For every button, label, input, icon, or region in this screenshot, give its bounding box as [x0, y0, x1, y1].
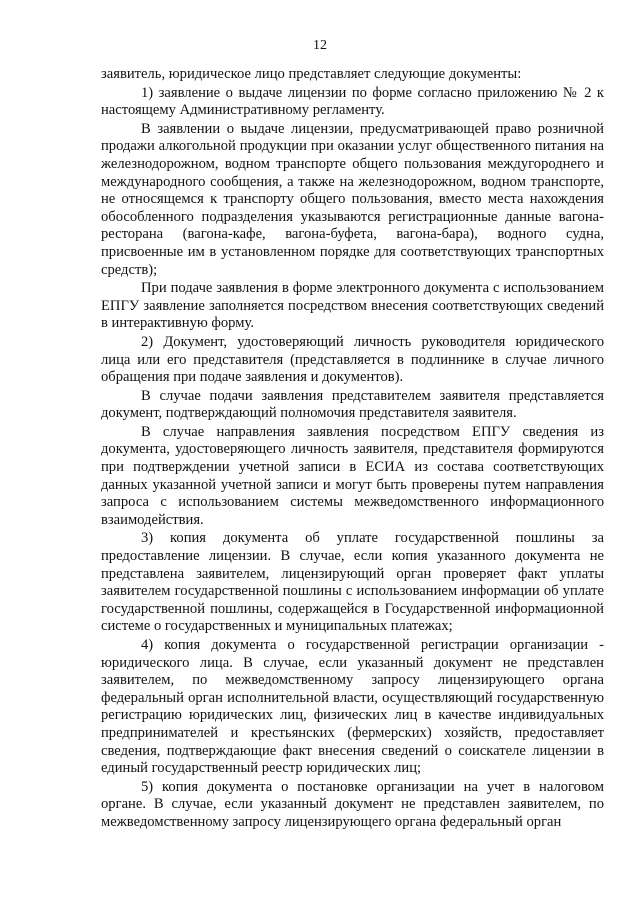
paragraph-epgu-form: При подаче заявления в форме электронного документа с использованием ЕПГУ заявление заполняется посредством внесения соответствующих сведений в интерактивную форму.: [101, 280, 604, 332]
paragraph-esia: В случае направления заявления посредством ЕПГУ сведения из документа, удостоверяющего личность заявителя, представителя формируются при подтверждении учетной записи в ЕСИА из состава соответствующих данных указанной учетной записи и могут быть проверены путем направления запроса с использованием системы межведомственного информационного взаимодействия.: [101, 423, 604, 528]
paragraph-representative: В случае подачи заявления представителем заявителя представляется документ, подтверждающий полномочия представителя заявителя.: [101, 387, 604, 422]
paragraph-item-2: 2) Документ, удостоверяющий личность руководителя юридического лица или его представителя (представляется в подлиннике в случае личного обращения при подаче заявления и документов).: [101, 333, 604, 386]
page-number: 12: [313, 38, 327, 53]
paragraph-intro: заявитель, юридическое лицо представляет следующие документы:: [101, 66, 522, 82]
paragraph-item-3: 3) копия документа об уплате государственной пошлины за предоставление лицензии. В случае, если копия указанного документа не представлена заявителем, лицензирующий орган проверяет факт уплаты заявителем государственной пошлины с использованием информации об уплате государственной пошлины, содержащейся в Государственной информационной системе о государственных и муниципальных платежах;: [101, 530, 604, 635]
paragraph-item-1: 1) заявление о выдаче лицензии по форме согласно приложению № 2 к настоящему Административному регламенту.: [101, 84, 604, 119]
paragraph-application-details: В заявлении о выдаче лицензии, предусматривающей право розничной продажи алкогольной продукции при оказании услуг общественного питания на железнодорожном, водном транспорте общего пользования междугороднего и международного сообщения, а также на железнодорожном, водном транспорте, не относящемся к транспорту общего пользования, вместо места нахождения обособленного подразделения указываются регистрационные данные вагона-ресторана (вагона-кафе, вагона-буфета, вагона-бара), водного судна, присвоенные им в установленном порядке для соответствующих транспортных средств);: [101, 120, 604, 278]
document-body: [101, 66, 604, 832]
paragraph-item-4: 4) копия документа о государственной регистрации организации - юридического лица. В случае, если указанный документ не представлен заявителем, по межведомственному запросу лицензирующего органа федеральный орган исполнительной власти, осуществляющий государственную регистрацию юридических лиц, физических лиц в качестве индивидуальных предпринимателей и крестьянских (фермерских) хозяйств, предоставляет сведения, подтверждающие факт внесения сведений о соискателе лицензии в единый государственный реестр юридических лиц;: [101, 637, 604, 777]
paragraph-item-5: 5) копия документа о постановке организации на учет в налоговом органе. В случае, если указанный документ не представлен заявителем, по межведомственному запросу лицензирующего органа федеральный орган: [101, 778, 604, 830]
